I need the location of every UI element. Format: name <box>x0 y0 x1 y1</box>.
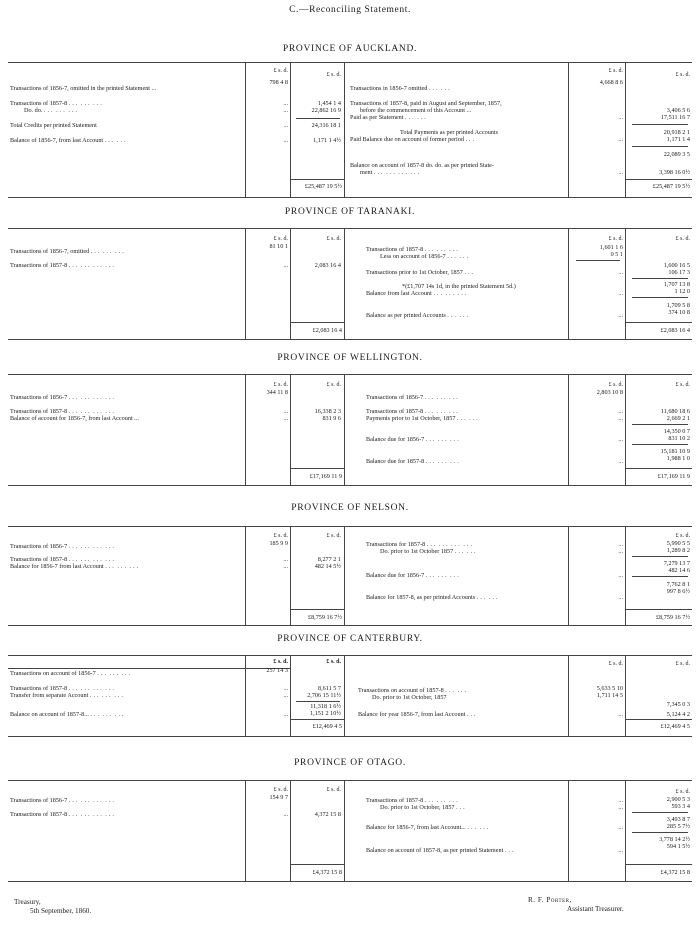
amount: 8,611 5 7 <box>318 685 341 692</box>
line-label: Transactions in 1856-7 omitted ... ... <box>350 85 452 92</box>
canterbury-heading: PROVINCE OF CANTERBURY. <box>277 634 423 644</box>
col-header: £ s. d. <box>608 661 623 667</box>
amount: 185 9 9 <box>269 540 288 547</box>
col-header: £ s. d. <box>326 72 341 78</box>
dots: ... <box>618 594 623 601</box>
amount: 3,398 16 0½ <box>659 169 690 176</box>
line-label: Transactions of 1857-8 ... ... ... <box>366 797 460 804</box>
col-header: £ s. d. <box>326 533 341 539</box>
amount: 1,601 1 6 <box>599 244 623 251</box>
nelson-heading: PROVINCE OF NELSON. <box>291 503 409 513</box>
dots: ... <box>283 811 288 818</box>
amount: 1,171 1 4 <box>666 136 690 143</box>
dots: ... <box>283 556 288 563</box>
section-total: £25,487 19 5½ <box>304 183 342 190</box>
dots: ... <box>618 572 623 579</box>
section-total: £12,469 4 5 <box>660 723 690 730</box>
line-label: Do. prior to 1st October, 1857 <box>372 694 447 701</box>
amount: 20,918 2 1 <box>663 129 690 136</box>
statement-title: C.—Reconciling Statement. <box>289 5 411 15</box>
dots: ... <box>618 269 623 276</box>
line-label: Balance for 1856-7 from last Account ... ... ... <box>10 563 141 570</box>
amount: 5,633 5 10 <box>596 685 623 692</box>
dots: ... <box>618 458 623 465</box>
taranaki-table <box>8 228 692 340</box>
dots: ... <box>618 436 623 443</box>
dots: ... <box>618 541 623 548</box>
line-label: Transactions on account of 1857-8 ... ... <box>358 687 469 694</box>
footer-role: Assistant Treasurer. <box>567 905 624 913</box>
amount: 1,151 2 10½ <box>310 710 341 717</box>
col-header: £ s. d. <box>675 236 690 242</box>
amount: 22,862 16 9 <box>311 107 341 114</box>
col-header: £ s. d. <box>273 659 288 665</box>
amount: 1,600 16 5 <box>663 262 690 269</box>
amount: 831 9 6 <box>322 415 341 422</box>
dots: ... <box>618 290 623 297</box>
line-label: Transactions of 1856-7, omitted in the printed Statement ... <box>10 85 157 92</box>
amount: 594 1 5½ <box>666 843 690 850</box>
dots: ... <box>618 408 623 415</box>
dots: ... <box>618 169 623 176</box>
line-label: ment ... ... ... ... <box>360 169 422 176</box>
line-label: Balance for year 1856-7, from last Account ... <box>358 711 478 718</box>
line-label: Total Payments as per printed Accounts <box>400 129 499 136</box>
section-total: £25,487 19 5½ <box>652 183 690 190</box>
line-label: Balance for 1856-7, from last Account... ... ... <box>366 824 491 831</box>
amount: 257 14 3 <box>266 667 288 674</box>
col-header: £ s. d. <box>675 382 690 388</box>
auckland-heading: PROVINCE OF AUCKLAND. <box>282 44 418 54</box>
amount: 3,406 5 6 <box>666 107 690 114</box>
col-header: £ s. d. <box>273 787 288 793</box>
section-total: £2,083 16 4 <box>312 327 342 334</box>
dots: ... <box>618 548 623 555</box>
otago-heading: PROVINCE OF OTAGO. <box>294 758 406 768</box>
amount: 3,778 14 2½ <box>659 836 690 843</box>
line-label: Transactions of 1856-7 ... ... ... <box>366 394 460 401</box>
amount: 5,990 5 5 <box>666 540 690 547</box>
dots: ... <box>283 685 288 692</box>
amount: 2,900 5 3 <box>666 796 690 803</box>
dots: ... <box>618 114 623 121</box>
section-total: £12,469 4 5 <box>312 723 342 730</box>
amount: 16,338 2 3 <box>314 408 341 415</box>
wellington-table <box>8 374 692 486</box>
line-label: Transactions of 1857-8, paid in August and September, 1857, <box>350 100 502 107</box>
line-label: Balance on account of 1857-8 do. do. as per printed State- <box>350 162 494 169</box>
amount: 11,680 18 6 <box>660 408 690 415</box>
amount: 1,289 8 2 <box>666 547 690 554</box>
dots: ... <box>618 711 623 718</box>
amount: 14,350 0 7 <box>663 428 690 435</box>
amount: 374 10 8 <box>668 309 690 316</box>
dots: ... <box>618 804 623 811</box>
amount: 81 10 1 <box>269 243 288 250</box>
section-total: £17,169 11 9 <box>309 473 342 480</box>
line-label: Balance due for 1856-7 ... ... ... <box>366 436 461 443</box>
amount: 1 12 0 <box>674 288 690 295</box>
amount: 7,762 8 1 <box>666 581 690 588</box>
col-header: £ s. d. <box>326 382 341 388</box>
dots: ... <box>283 137 288 144</box>
line-label: Transactions for 1857-8 ... ... ... ... <box>366 541 474 548</box>
line-label: Balance of 1856-7, from last Account ... ... <box>10 137 128 144</box>
dots: ... <box>618 312 623 319</box>
line-label: Transactions of 1857-8 ... ... ... ... <box>10 262 116 269</box>
amount: 2,669 2 1 <box>666 415 690 422</box>
col-header: £ s. d. <box>273 68 288 74</box>
dots: ... <box>283 122 288 129</box>
line-label: Transactions of 1856-7 ... ... ... ... <box>10 394 116 401</box>
line-label: Do. do. ... ... ... <box>24 107 79 114</box>
amount: 1,454 1 4 <box>317 100 341 107</box>
dots: ... <box>618 415 623 422</box>
amount: 4,372 15 8 <box>314 811 341 818</box>
wellington-heading: PROVINCE OF WELLINGTON. <box>277 353 423 363</box>
line-label: Paid as per Statement ... ... <box>350 114 428 121</box>
amount: 997 8 6½ <box>666 588 690 595</box>
section-total: £17,169 11 9 <box>657 473 690 480</box>
amount: 3,493 8 7 <box>666 816 690 823</box>
col-header: £ s. d. <box>326 236 341 242</box>
line-label: Payments prior to 1st October, 1857 ... ... <box>366 415 480 422</box>
amount: 1,709 5 8 <box>666 302 690 309</box>
amount: 7,345 0 3 <box>666 701 690 708</box>
dots: ... <box>618 136 623 143</box>
amount: 344 11 8 <box>266 389 288 396</box>
dots: ... <box>283 262 288 269</box>
dots: ... <box>283 563 288 570</box>
taranaki-heading: PROVINCE OF TARANAKI. <box>284 207 416 217</box>
col-header: £ s. d. <box>326 659 341 665</box>
section-total: £4,372 15 8 <box>312 869 342 876</box>
amount: 2,706 15 11½ <box>307 692 341 699</box>
amount: 106 17 3 <box>668 269 690 276</box>
nelson-table <box>8 526 692 626</box>
amount: 831 10 2 <box>668 435 690 442</box>
line-label: Transactions of 1857-8 ... ... ... <box>10 100 104 107</box>
amount: 22,089 3 5 <box>663 151 690 158</box>
line-label: Transactions on account of 1856-7 ... ... ... <box>10 670 133 677</box>
line-label: Transactions of 1857-8 ... ... ... ... <box>10 408 116 415</box>
line-label: Transactions of 1857-8 ... ... ... <box>366 408 460 415</box>
dots: ... <box>283 408 288 415</box>
col-header: £ s. d. <box>675 789 690 795</box>
line-label: Transactions of 1857-8 ... ... ... <box>366 246 460 253</box>
line-label: Transactions of 1857-8 ... ... ... ... <box>10 685 116 692</box>
dots: ... <box>283 415 288 422</box>
amount: 4,668 8 6 <box>599 79 623 86</box>
col-header: £ s. d. <box>273 382 288 388</box>
section-total: £8,759 16 7½ <box>307 614 342 621</box>
line-label: Balance on account of 1857-8... ... ... ... <box>10 711 126 718</box>
col-header: £ s. d. <box>608 236 623 242</box>
line-label: Transfer from separate Account ... ... ... <box>10 692 125 699</box>
line-label: Balance from last Account ... ... ... <box>366 290 469 297</box>
dots: ... <box>283 692 288 699</box>
footer-place: Treasury, <box>14 898 41 906</box>
line-label: Balance due for 1857-8 ... ... ... <box>366 458 461 465</box>
amount: 2,083 16 4 <box>314 262 341 269</box>
amount: 285 5 7½ <box>666 823 690 830</box>
line-label: Balance on account of 1857-8, as per printed Statement ... <box>366 847 516 854</box>
amount: 1,988 1 0 <box>666 455 690 462</box>
amount: 5,124 4 2 <box>666 711 690 718</box>
amount: 24,316 18 1 <box>311 122 341 129</box>
auckland-table <box>8 62 692 198</box>
dots: ... <box>283 711 288 718</box>
col-header: £ s. d. <box>608 68 623 74</box>
col-header: £ s. d. <box>326 787 341 793</box>
col-header: £ s. d. <box>273 236 288 242</box>
col-header: £ s. d. <box>675 533 690 539</box>
line-label: Transactions prior to 1st October, 1857 ... <box>366 269 475 276</box>
col-header: £ s. d. <box>675 661 690 667</box>
line-label: Transactions of 1856-7 ... ... ... ... <box>10 543 116 550</box>
amount: 593 3 4 <box>671 803 690 810</box>
amount: 15,181 10 9 <box>660 448 690 455</box>
amount: 482 14 6 <box>668 567 690 574</box>
canterbury-table <box>8 655 692 737</box>
amount: 11,318 1 6½ <box>310 703 341 710</box>
amount: 798 4 8 <box>269 79 288 86</box>
col-header: £ s. d. <box>273 533 288 539</box>
line-label: before the commencement of this Account ... <box>360 107 472 114</box>
amount: 1,171 1 4½ <box>313 137 341 144</box>
col-header: £ s. d. <box>675 72 690 78</box>
section-total: £4,372 15 8 <box>660 869 690 876</box>
amount: 17,511 16 7 <box>660 114 690 121</box>
line-label: Balance for 1857-8, as per printed Accounts ... ... <box>366 594 500 601</box>
dots: ... <box>618 847 623 854</box>
dots: ... <box>283 100 288 107</box>
line-label: Transactions of 1856-7 ... ... ... ... <box>10 797 116 804</box>
amount: 482 14 5½ <box>314 563 341 570</box>
line-label: Balance as per printed Accounts ... ... <box>366 312 471 319</box>
amount: 8,277 2 1 <box>317 556 341 563</box>
line-label: *(£1,707 14s 1d, in the printed Statement 5d.) <box>402 283 516 290</box>
dots: ... <box>283 107 288 114</box>
amount: 2,803 10 8 <box>596 389 623 396</box>
dots: ... <box>618 797 623 804</box>
amount: 7,279 13 7 <box>663 560 690 567</box>
footer-signatory: R. F. Porter, <box>528 896 572 904</box>
line-label: Do. prior to 1st October 1857 ... ... <box>380 548 478 555</box>
line-label: Paid Balance due on account of former period ... <box>350 136 477 143</box>
line-label: Less on account of 1856-7 ... ... <box>380 253 471 260</box>
section-total: £8,759 16 7½ <box>655 614 690 621</box>
line-label: Transactions of 1857-8 ... ... ... ... <box>10 556 116 563</box>
line-label: Balance of account for 1856-7, from last Account ... <box>10 415 139 422</box>
footer-date: 5th September, 1860. <box>30 907 92 915</box>
line-label: Balance due for 1856-7 ... ... ... <box>366 572 461 579</box>
amount: 0 5 1 <box>610 251 623 258</box>
section-total: £2,083 16 4 <box>660 327 690 334</box>
line-label: Transactions of 1857-8 ... ... ... ... <box>10 811 116 818</box>
amount: 1,711 14 5 <box>596 692 623 699</box>
line-label: Do. prior to 1st October, 1857 ... <box>380 804 467 811</box>
otago-table <box>8 780 692 882</box>
line-label: Transactions of 1856-7, omitted ... ... ... <box>10 248 126 255</box>
amount: 1,707 13 8 <box>663 281 690 288</box>
amount: 154 9 7 <box>269 794 288 801</box>
col-header: £ s. d. <box>608 382 623 388</box>
dots: ... <box>618 824 623 831</box>
line-label: Total Credits per printed Statement <box>10 122 97 129</box>
